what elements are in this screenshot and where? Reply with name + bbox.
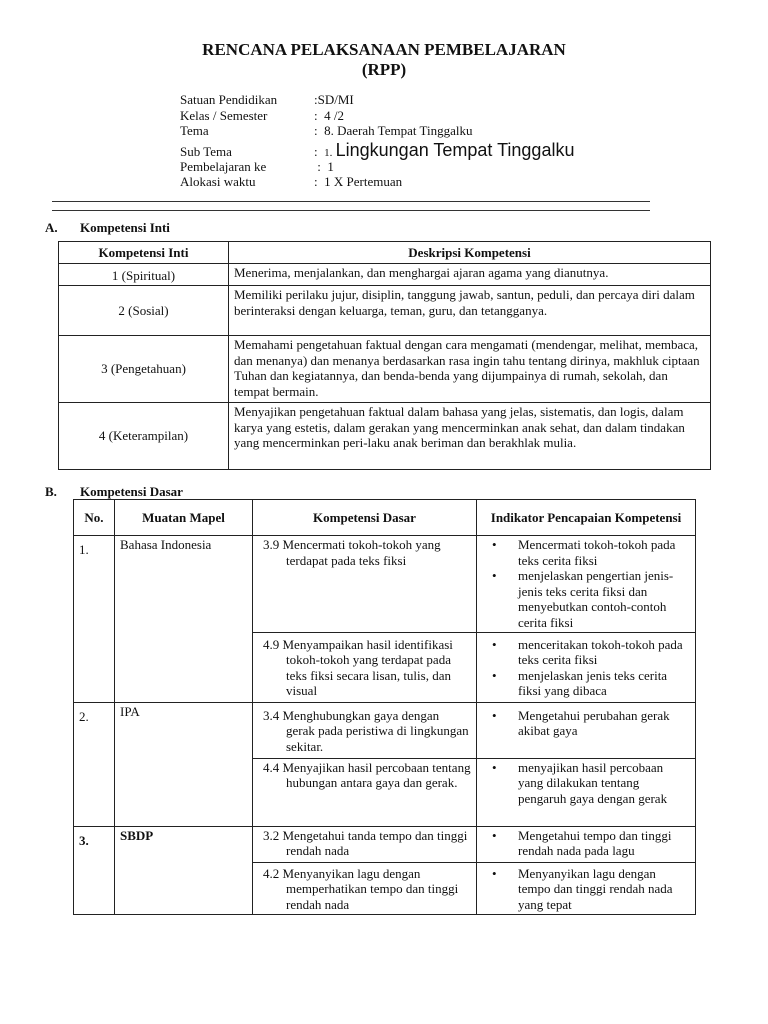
bullet-icon: • bbox=[492, 667, 497, 683]
section-title: Kompetensi Inti bbox=[80, 220, 170, 235]
table-row bbox=[59, 264, 711, 286]
meta-row-satuan bbox=[180, 92, 354, 108]
bullet-icon: • bbox=[492, 827, 497, 843]
indicator-list bbox=[482, 708, 690, 739]
ki-name: 4 (Keterampilan) bbox=[59, 403, 229, 470]
meta-value: SD/MI bbox=[317, 92, 354, 107]
indicator-text: Mengetahui perubahan gerak akibat gaya bbox=[518, 707, 670, 739]
kd-text bbox=[253, 632, 477, 702]
kompetensi-inti-table bbox=[58, 241, 711, 470]
meta-separator: : bbox=[314, 123, 325, 138]
document-subtitle: (RPP) bbox=[361, 60, 407, 79]
meta-row-alokasi bbox=[180, 174, 402, 190]
ki-description: Menerima, menjalankan, dan menghargai ajaran agama yang dianutnya. bbox=[229, 264, 711, 286]
indicator-text: menjelaskan jenis teks cerita fiksi yang dibaca bbox=[518, 667, 668, 699]
indicator-item bbox=[482, 537, 690, 568]
ki-description: Memiliki perilaku jujur, disiplin, tanggung jawab, santun, peduli, dan percaya diri dalam berinteraksi dengan keluarga, teman, guru, dan tetangganya. bbox=[229, 286, 711, 336]
ki-name: 2 (Sosial) bbox=[59, 286, 229, 336]
meta-row-pembelajaran bbox=[180, 159, 334, 175]
section-title: Kompetensi Dasar bbox=[80, 484, 183, 499]
header-cell: Kompetensi Inti bbox=[59, 242, 229, 264]
bullet-icon: • bbox=[492, 568, 497, 584]
meta-label: Tema bbox=[180, 123, 209, 138]
bullet-icon: • bbox=[492, 759, 497, 775]
kompetensi-dasar-table bbox=[73, 499, 696, 915]
indicator-list bbox=[482, 866, 690, 913]
meta-value: 4 /2 bbox=[324, 108, 344, 123]
subject-name: IPA bbox=[115, 702, 253, 826]
meta-separator: : bbox=[314, 159, 328, 174]
indicator-text: menceritakan tokoh-tokoh pada teks cerita fiksi bbox=[518, 636, 683, 668]
kd-text bbox=[253, 862, 477, 914]
kd-text bbox=[253, 826, 477, 862]
meta-value: 1 bbox=[327, 159, 334, 174]
ki-name: 3 (Pengetahuan) bbox=[59, 336, 229, 403]
meta-value: 8. Daerah Tempat Tinggalku bbox=[324, 123, 473, 138]
indicator-list bbox=[482, 760, 690, 807]
meta-value: 1 X Pertemuan bbox=[324, 174, 403, 189]
indicator-cell bbox=[477, 632, 696, 702]
indicator-cell bbox=[477, 536, 696, 633]
meta-label: Pembelajaran ke bbox=[180, 159, 267, 174]
divider-line bbox=[52, 201, 650, 202]
indicator-item bbox=[482, 708, 690, 739]
bullet-icon: • bbox=[492, 707, 497, 723]
indicator-text: menyajikan hasil percobaan yang dilakukan tentang pengaruh gaya dengan gerak bbox=[518, 759, 668, 806]
table-row bbox=[59, 403, 711, 470]
indicator-item bbox=[482, 760, 690, 807]
indicator-text: Mencermati tokoh-tokoh pada teks cerita fiksi bbox=[518, 537, 676, 568]
meta-separator: : bbox=[314, 108, 325, 123]
subject-number: 2. bbox=[74, 702, 115, 826]
header-cell: No. bbox=[74, 500, 115, 536]
meta-separator: : bbox=[314, 174, 325, 189]
divider-line bbox=[52, 210, 650, 211]
table-row bbox=[74, 702, 696, 758]
meta-value: Lingkungan Tempat Tinggalku bbox=[335, 140, 575, 160]
kd-text-content: 3.2 Mengetahui tanda tempo dan tinggi rendah nada bbox=[263, 827, 468, 859]
kd-text bbox=[253, 702, 477, 758]
table-header-row bbox=[74, 500, 696, 536]
indicator-cell bbox=[477, 826, 696, 862]
indicator-item bbox=[482, 866, 690, 913]
meta-separator: : bbox=[314, 144, 325, 159]
kd-text-content: 4.4 Menyajikan hasil percobaan tentang hubungan antara gaya dan gerak. bbox=[263, 759, 471, 791]
header-cell: Deskripsi Kompetensi bbox=[229, 242, 711, 264]
subject-name: SBDP bbox=[115, 826, 253, 914]
indicator-text: Mengetahui tempo dan tinggi rendah nada pada lagu bbox=[518, 827, 672, 859]
kd-text-content: 4.2 Menyanyikan lagu dengan memperhatikan tempo dan tinggi rendah nada bbox=[263, 865, 459, 912]
bullet-icon: • bbox=[492, 865, 497, 881]
kd-text bbox=[253, 758, 477, 826]
meta-label: Satuan Pendidikan bbox=[180, 92, 278, 107]
subject-number: 3. bbox=[74, 826, 115, 914]
section-letter: A. bbox=[45, 220, 58, 235]
meta-value-prefix: 1. bbox=[324, 147, 333, 159]
meta-separator: : bbox=[314, 92, 318, 107]
indicator-cell bbox=[477, 702, 696, 758]
indicator-list bbox=[482, 828, 690, 859]
indicator-text: Menyanyikan lagu dengan tempo dan tinggi rendah nada yang tepat bbox=[518, 865, 673, 912]
meta-row-tema bbox=[180, 123, 472, 139]
document-title: RENCANA PELAKSANAAN PEMBELAJARAN bbox=[202, 40, 566, 59]
kd-text-content: 3.9 Mencermati tokoh-tokoh yang terdapat pada teks fiksi bbox=[263, 537, 441, 568]
meta-row-kelas bbox=[180, 108, 344, 124]
table-header-row bbox=[59, 242, 711, 264]
indicator-text: menjelaskan pengertian jenis-jenis teks cerita fiksi dan menyebutkan contoh-contoh cerita fiksi bbox=[518, 568, 674, 630]
ki-description: Memahami pengetahuan faktual dengan cara mengamati (mendengar, melihat, membaca, dan menanya) dan menanya berdasarkan rasa ingin tahu tentang dirinya, makhluk ciptaan Tuhan dan kegiatannya, dan benda-benda yang dijumpainya di rumah, sekolah, dan tempat bermain. bbox=[229, 336, 711, 403]
ki-name: 1 (Spiritual) bbox=[59, 264, 229, 286]
ki-description: Menyajikan pengetahuan faktual dalam bahasa yang jelas, sistematis, dan logis, dalam karya yang estetis, dalam gerakan yang mencerminkan anak sehat, dan dalam tindakan yang mencerminkan peri-laku anak beriman dan berakhlak mulia. bbox=[229, 403, 711, 470]
indicator-list bbox=[482, 637, 690, 699]
table-row bbox=[59, 286, 711, 336]
table-row bbox=[59, 336, 711, 403]
kd-text bbox=[253, 536, 477, 633]
indicator-list bbox=[482, 537, 690, 631]
section-letter: B. bbox=[45, 484, 57, 499]
header-cell: Indikator Pencapaian Kompetensi bbox=[477, 500, 696, 536]
indicator-item bbox=[482, 568, 690, 630]
kd-text-content: 3.4 Menghubungkan gaya dengan gerak pada peristiwa di lingkungan sekitar. bbox=[263, 707, 469, 754]
indicator-item bbox=[482, 668, 690, 699]
table-row bbox=[74, 826, 696, 862]
kd-text-content: 4.9 Menyampaikan hasil identifikasi tokoh-tokoh yang terdapat pada teks fiksi secara lisan, tulis, dan visual bbox=[263, 636, 453, 699]
meta-label: Sub Tema bbox=[180, 144, 232, 159]
bullet-icon: • bbox=[492, 636, 497, 652]
indicator-item bbox=[482, 828, 690, 859]
meta-label: Alokasi waktu bbox=[180, 174, 256, 189]
meta-label: Kelas / Semester bbox=[180, 108, 268, 123]
indicator-cell bbox=[477, 862, 696, 914]
table-row bbox=[74, 536, 696, 633]
indicator-item bbox=[482, 637, 690, 668]
indicator-cell bbox=[477, 758, 696, 826]
header-cell: Kompetensi Dasar bbox=[253, 500, 477, 536]
subject-number: 1. bbox=[74, 536, 115, 703]
header-cell: Muatan Mapel bbox=[115, 500, 253, 536]
subject-name: Bahasa Indonesia bbox=[115, 536, 253, 703]
bullet-icon: • bbox=[492, 537, 497, 552]
